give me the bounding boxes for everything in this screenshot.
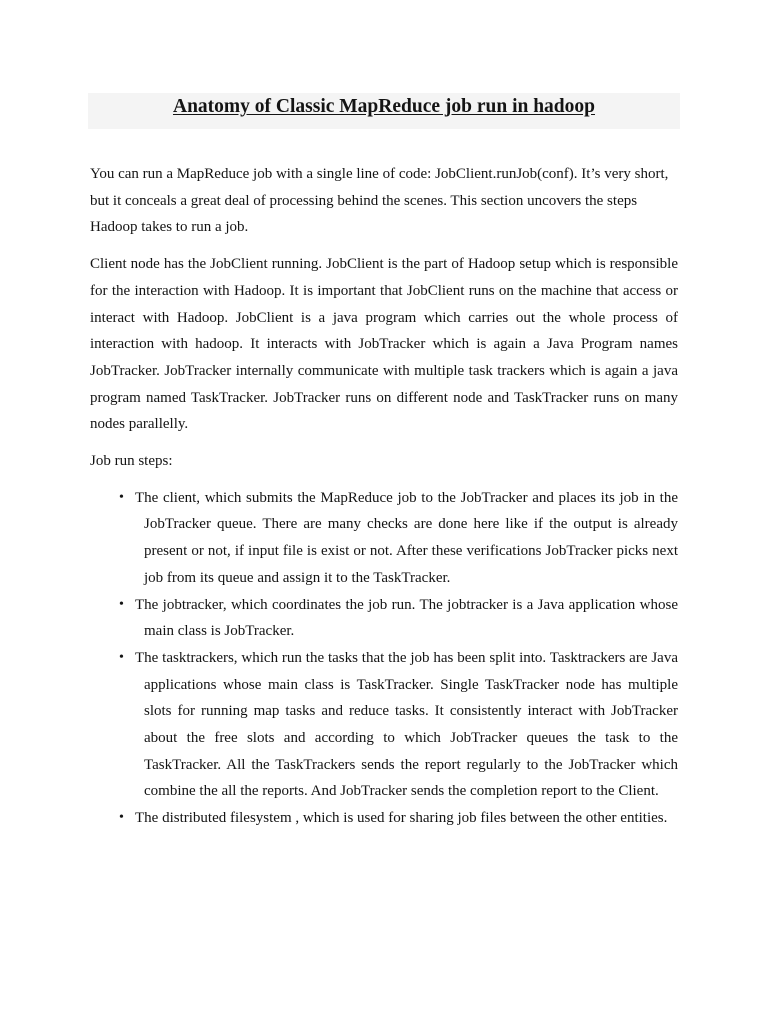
job-run-steps-label: Job run steps:: [90, 453, 173, 470]
bullet-icon: •: [119, 810, 124, 826]
page-title: Anatomy of Classic MapReduce job run in hadoop: [172, 96, 595, 117]
step-text-jobtracker: The jobtracker, which coordinates the job run. The jobtracker is a Java application whose main class is JobTracker.: [135, 596, 678, 640]
bullet-icon: •: [119, 489, 124, 505]
list-item: [90, 592, 678, 645]
step-text-tasktrackers: The tasktrackers, which run the tasks that the job has been split into. Tasktrackers are Java applications whose main class is TaskTracker. Single TaskTracker node has multiple slots for running map tasks and reduce tasks. It consistently interact with JobTracker about the free slots and according to which JobTracker queues the task to the TaskTracker. All the TaskTrackers sends the report regularly to the JobTracker which combine the all the reports. And JobTracker sends the completion report to the Client.: [135, 649, 678, 800]
bullet-icon: •: [119, 596, 124, 612]
list-item: [90, 645, 678, 805]
intro-paragraph: You can run a MapReduce job with a single line of code: JobClient.runJob(conf). It’s very short, but it conceals a great deal of processing behind the scenes. This section uncovers the steps Hadoop takes to run a job.: [90, 166, 669, 236]
list-item: [90, 805, 678, 832]
job-run-steps-list: [90, 485, 678, 832]
bullet-icon: •: [119, 649, 124, 665]
list-item: [90, 485, 678, 592]
document-body: [90, 161, 678, 832]
client-node-paragraph: Client node has the JobClient running. JobClient is the part of Hadoop setup which is responsible for the interaction with Hadoop. It is important that JobClient runs on the machine that access or interact with Hadoop. JobClient is a java program which carries out the whole process of interaction with hadoop. It interacts with JobTracker which is again a Java Program names JobTracker. JobTracker internally communicate with multiple task trackers which is again a java program named TaskTracker. JobTracker runs on different node and TaskTracker runs on many nodes parallelly.: [90, 256, 678, 433]
step-text-client: The client, which submits the MapReduce job to the JobTracker and places its job in the JobTracker queue. There are many checks are done here like if the output is already present or not, if input file is exist or not. After these verifications JobTracker picks next job from its queue and assign it to the TaskTracker.: [135, 489, 678, 586]
step-text-filesystem: The distributed filesystem , which is used for sharing job files between the other entities.: [135, 810, 668, 827]
